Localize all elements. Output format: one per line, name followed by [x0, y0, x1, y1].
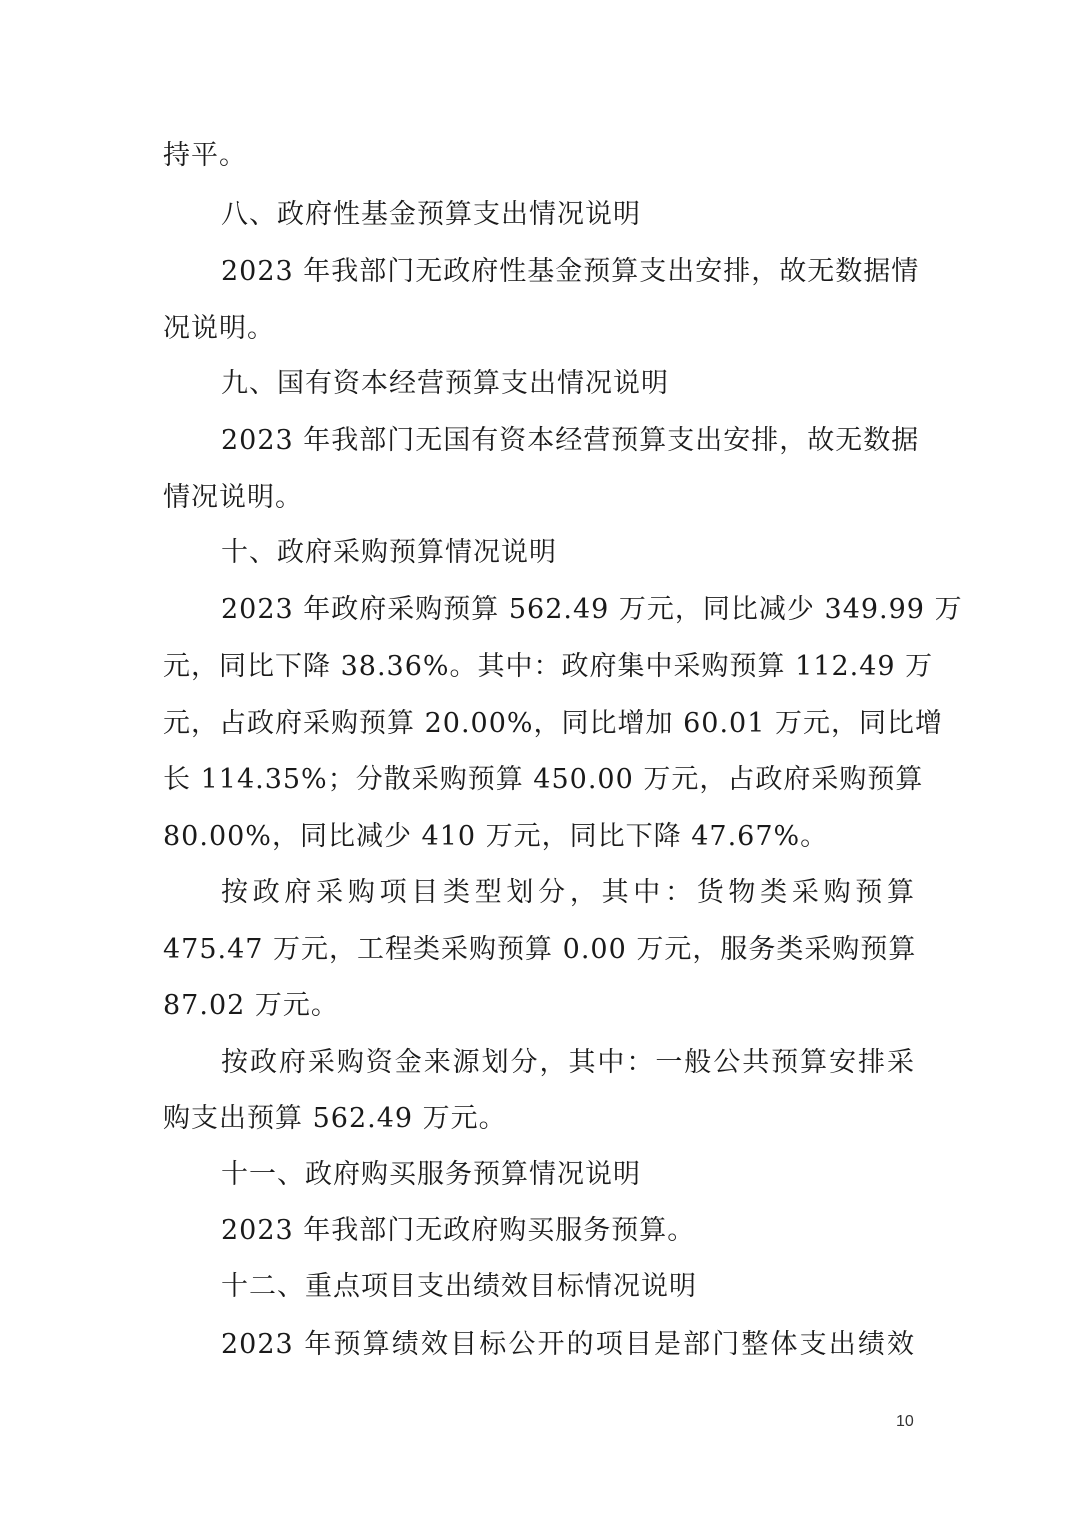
paragraph-line: 475.47 万元，工程类采购预算 0.00 万元，服务类采购预算	[163, 934, 917, 965]
section-heading-8: 八、政府性基金预算支出情况说明	[221, 199, 641, 230]
paragraph-line: 2023 年预算绩效目标公开的项目是部门整体支出绩效	[221, 1329, 915, 1360]
paragraph-line: 长 114.35%；分散采购预算 450.00 万元，占政府采购预算	[163, 764, 924, 795]
paragraph-line: 元，占政府采购预算 20.00%，同比增加 60.01 万元，同比增	[163, 708, 943, 739]
paragraph-line: 按政府采购项目类型划分，其中：货物类采购预算	[221, 877, 915, 908]
paragraph-line: 2023 年我部门无国有资本经营预算支出安排，故无数据	[221, 425, 920, 456]
paragraph-line: 况说明。	[163, 313, 275, 344]
page-number: 10	[896, 1413, 914, 1430]
paragraph-line: 80.00%，同比减少 410 万元，同比下降 47.67%。	[163, 821, 829, 852]
paragraph-line: 情况说明。	[163, 482, 303, 513]
paragraph-line: 元，同比下降 38.36%。其中：政府集中采购预算 112.49 万	[163, 651, 934, 682]
section-heading-10: 十、政府采购预算情况说明	[221, 537, 557, 568]
paragraph-line: 87.02 万元。	[163, 990, 339, 1021]
paragraph-line: 2023 年政府采购预算 562.49 万元，同比减少 349.99 万	[221, 594, 963, 625]
section-heading-9: 九、国有资本经营预算支出情况说明	[221, 368, 669, 399]
paragraph-line: 购支出预算 562.49 万元。	[163, 1103, 507, 1134]
section-heading-12: 十二、重点项目支出绩效目标情况说明	[221, 1271, 697, 1302]
section-heading-11: 十一、政府购买服务预算情况说明	[221, 1159, 641, 1190]
paragraph-line: 2023 年我部门无政府性基金预算支出安排，故无数据情	[221, 256, 920, 287]
paragraph-line: 按政府采购资金来源划分，其中：一般公共预算安排采	[221, 1047, 915, 1078]
paragraph-line: 2023 年我部门无政府购买服务预算。	[221, 1215, 696, 1246]
paragraph-line: 持平。	[163, 140, 247, 171]
